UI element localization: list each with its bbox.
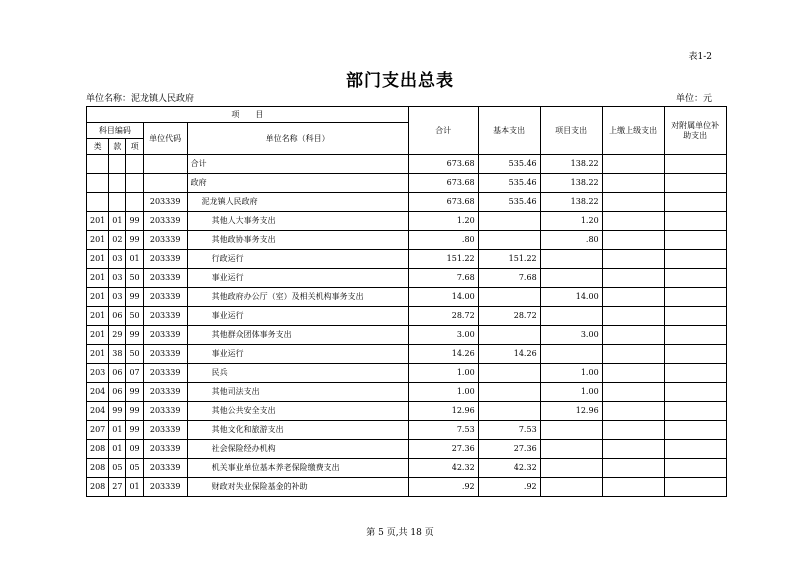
cell-subsidy [664,155,726,174]
cell-unit-code: 203339 [143,288,187,307]
cell-lei: 201 [87,212,109,231]
cell-basic: 27.36 [478,440,540,459]
cell-xiang: 07 [126,364,143,383]
cell-upper [602,231,664,250]
cell-total: .92 [408,478,478,497]
header-row-1 [87,107,727,123]
cell-upper [602,421,664,440]
cell-subsidy [664,402,726,421]
cell-project: 138.22 [540,193,602,212]
cell-kuan: 29 [109,326,126,345]
table-row [87,478,727,497]
table-row [87,326,727,345]
cell-unit-name: 社会保险经办机构 [187,440,408,459]
cell-lei: 208 [87,459,109,478]
cell-upper [602,326,664,345]
cell-project: 14.00 [540,288,602,307]
cell-total: 3.00 [408,326,478,345]
cell-project: 138.22 [540,155,602,174]
cell-total: .80 [408,231,478,250]
table-row [87,155,727,174]
cell-basic: 535.46 [478,193,540,212]
cell-kuan: 27 [109,478,126,497]
cell-project: 1.00 [540,383,602,402]
cell-basic [478,383,540,402]
cell-subsidy [664,459,726,478]
cell-xiang [126,155,143,174]
header-unit-code: 单位代码 [143,123,187,155]
cell-total: 27.36 [408,440,478,459]
cell-kuan: 38 [109,345,126,364]
cell-total: 14.26 [408,345,478,364]
header-item: 项 目 [87,107,409,123]
header-lei: 类 [87,139,109,155]
cell-unit-code: 203339 [143,193,187,212]
cell-xiang: 01 [126,478,143,497]
cell-kuan: 01 [109,212,126,231]
cell-xiang: 05 [126,459,143,478]
cell-basic: 14.26 [478,345,540,364]
cell-subsidy [664,250,726,269]
cell-xiang: 99 [126,421,143,440]
cell-total: 673.68 [408,193,478,212]
cell-total: 14.00 [408,288,478,307]
cell-upper [602,459,664,478]
cell-lei: 201 [87,231,109,250]
cell-lei: 208 [87,478,109,497]
cell-upper [602,364,664,383]
cell-kuan [109,193,126,212]
cell-unit-name: 政府 [187,174,408,193]
cell-project [540,250,602,269]
table-row [87,212,727,231]
cell-basic [478,231,540,250]
cell-unit-code: 203339 [143,440,187,459]
cell-kuan: 01 [109,421,126,440]
cell-project: .80 [540,231,602,250]
header-basic: 基本支出 [478,107,540,155]
cell-total: 1.00 [408,383,478,402]
header-kuan: 款 [109,139,126,155]
cell-project: 3.00 [540,326,602,345]
cell-project [540,478,602,497]
cell-xiang [126,193,143,212]
cell-subsidy [664,345,726,364]
table-row [87,269,727,288]
cell-unit-name: 其他政府办公厅（室）及相关机构事务支出 [187,288,408,307]
table-row [87,250,727,269]
table-row [87,383,727,402]
header-subsidy: 对附属单位补助支出 [664,107,726,155]
cell-lei: 204 [87,383,109,402]
cell-upper [602,212,664,231]
table-row [87,174,727,193]
cell-subsidy [664,326,726,345]
cell-upper [602,440,664,459]
cell-basic [478,288,540,307]
cell-kuan: 03 [109,288,126,307]
table-row [87,307,727,326]
cell-xiang: 50 [126,307,143,326]
cell-total: 673.68 [408,155,478,174]
cell-unit-name: 泥龙镇人民政府 [187,193,408,212]
cell-xiang: 99 [126,402,143,421]
table-row [87,231,727,250]
cell-basic: 7.53 [478,421,540,440]
cell-project: 1.00 [540,364,602,383]
cell-xiang: 50 [126,269,143,288]
cell-unit-code: 203339 [143,345,187,364]
table-row [87,288,727,307]
cell-total: 673.68 [408,174,478,193]
cell-lei: 201 [87,288,109,307]
cell-xiang: 99 [126,288,143,307]
cell-basic [478,364,540,383]
cell-lei: 201 [87,250,109,269]
cell-unit-name: 合计 [187,155,408,174]
header-project: 项目支出 [540,107,602,155]
cell-kuan: 01 [109,440,126,459]
cell-subsidy [664,440,726,459]
cell-lei: 204 [87,402,109,421]
cell-upper [602,288,664,307]
cell-unit-name: 事业运行 [187,269,408,288]
cell-basic [478,326,540,345]
header-total: 合计 [408,107,478,155]
cell-unit-name: 民兵 [187,364,408,383]
cell-lei: 201 [87,269,109,288]
cell-unit-name: 其他文化和旅游支出 [187,421,408,440]
cell-subsidy [664,364,726,383]
cell-subsidy [664,193,726,212]
cell-unit-code [143,155,187,174]
cell-unit-code: 203339 [143,231,187,250]
cell-subsidy [664,212,726,231]
cell-xiang: 01 [126,250,143,269]
page-title: 部门支出总表 [346,71,454,91]
cell-unit-name: 事业运行 [187,345,408,364]
cell-kuan: 05 [109,459,126,478]
cell-unit-code: 203339 [143,212,187,231]
cell-kuan: 06 [109,383,126,402]
cell-unit-code: 203339 [143,250,187,269]
cell-unit-code: 203339 [143,478,187,497]
cell-unit-code: 203339 [143,383,187,402]
cell-upper [602,478,664,497]
cell-unit-name: 事业运行 [187,307,408,326]
unit-measure-label: 单位：元 [675,94,712,104]
cell-unit-name: 其他人大事务支出 [187,212,408,231]
cell-upper [602,174,664,193]
cell-unit-code: 203339 [143,326,187,345]
cell-total: 1.20 [408,212,478,231]
cell-unit-name: 其他司法支出 [187,383,408,402]
cell-unit-code: 203339 [143,269,187,288]
cell-upper [602,383,664,402]
cell-subsidy [664,421,726,440]
cell-subsidy [664,383,726,402]
cell-upper [602,250,664,269]
cell-lei [87,193,109,212]
cell-project [540,345,602,364]
cell-basic: .92 [478,478,540,497]
cell-lei [87,174,109,193]
cell-project [540,421,602,440]
cell-xiang: 50 [126,345,143,364]
cell-total: 1.00 [408,364,478,383]
cell-upper [602,193,664,212]
cell-upper [602,345,664,364]
cell-kuan: 06 [109,364,126,383]
cell-unit-code [143,174,187,193]
cell-lei: 207 [87,421,109,440]
cell-basic: 28.72 [478,307,540,326]
cell-xiang: 99 [126,383,143,402]
table-row [87,364,727,383]
header-upper: 上缴上级支出 [602,107,664,155]
cell-kuan: 99 [109,402,126,421]
expenditure-table [86,106,727,497]
cell-total: 7.68 [408,269,478,288]
cell-project [540,459,602,478]
cell-lei: 208 [87,440,109,459]
table-row [87,459,727,478]
cell-project [540,269,602,288]
cell-basic [478,212,540,231]
cell-kuan [109,174,126,193]
cell-unit-code: 203339 [143,421,187,440]
cell-subsidy [664,231,726,250]
page-footer: 第 5 页,共 18 页 [366,528,434,538]
cell-lei: 203 [87,364,109,383]
table-row [87,402,727,421]
cell-upper [602,307,664,326]
cell-kuan: 06 [109,307,126,326]
cell-kuan: 02 [109,231,126,250]
cell-unit-code: 203339 [143,307,187,326]
table-code: 表1-2 [688,52,712,62]
cell-unit-name: 机关事业单位基本养老保险缴费支出 [187,459,408,478]
cell-lei [87,155,109,174]
cell-total: 42.32 [408,459,478,478]
cell-total: 7.53 [408,421,478,440]
cell-xiang: 99 [126,212,143,231]
cell-xiang: 99 [126,326,143,345]
cell-basic: 535.46 [478,174,540,193]
cell-subsidy [664,288,726,307]
cell-upper [602,269,664,288]
cell-upper [602,155,664,174]
cell-project: 138.22 [540,174,602,193]
cell-kuan [109,155,126,174]
cell-unit-name: 其他政协事务支出 [187,231,408,250]
cell-lei: 201 [87,326,109,345]
cell-unit-name: 其他群众团体事务支出 [187,326,408,345]
cell-project [540,307,602,326]
table-row [87,193,727,212]
cell-lei: 201 [87,307,109,326]
cell-unit-code: 203339 [143,364,187,383]
table-row [87,421,727,440]
cell-subsidy [664,174,726,193]
cell-unit-code: 203339 [143,402,187,421]
cell-project: 1.20 [540,212,602,231]
cell-xiang [126,174,143,193]
cell-kuan: 03 [109,250,126,269]
cell-basic: 151.22 [478,250,540,269]
cell-basic: 535.46 [478,155,540,174]
cell-total: 151.22 [408,250,478,269]
cell-kuan: 03 [109,269,126,288]
header-unit-name-subject: 单位名称（科目） [187,123,408,155]
cell-xiang: 09 [126,440,143,459]
cell-project [540,440,602,459]
cell-total: 12.96 [408,402,478,421]
cell-basic: 7.68 [478,269,540,288]
cell-lei: 201 [87,345,109,364]
cell-subsidy [664,478,726,497]
cell-unit-name: 其他公共安全支出 [187,402,408,421]
table-row [87,440,727,459]
cell-project: 12.96 [540,402,602,421]
cell-subsidy [664,269,726,288]
cell-unit-code: 203339 [143,459,187,478]
cell-basic [478,402,540,421]
cell-xiang: 99 [126,231,143,250]
cell-unit-name: 财政对失业保险基金的补助 [187,478,408,497]
table-row [87,345,727,364]
cell-upper [602,402,664,421]
cell-total: 28.72 [408,307,478,326]
header-subject-code: 科目编码 [87,123,144,139]
cell-unit-name: 行政运行 [187,250,408,269]
unit-name-label: 单位名称：泥龙镇人民政府 [86,94,195,104]
header-xiang: 项 [126,139,143,155]
cell-subsidy [664,307,726,326]
cell-basic: 42.32 [478,459,540,478]
